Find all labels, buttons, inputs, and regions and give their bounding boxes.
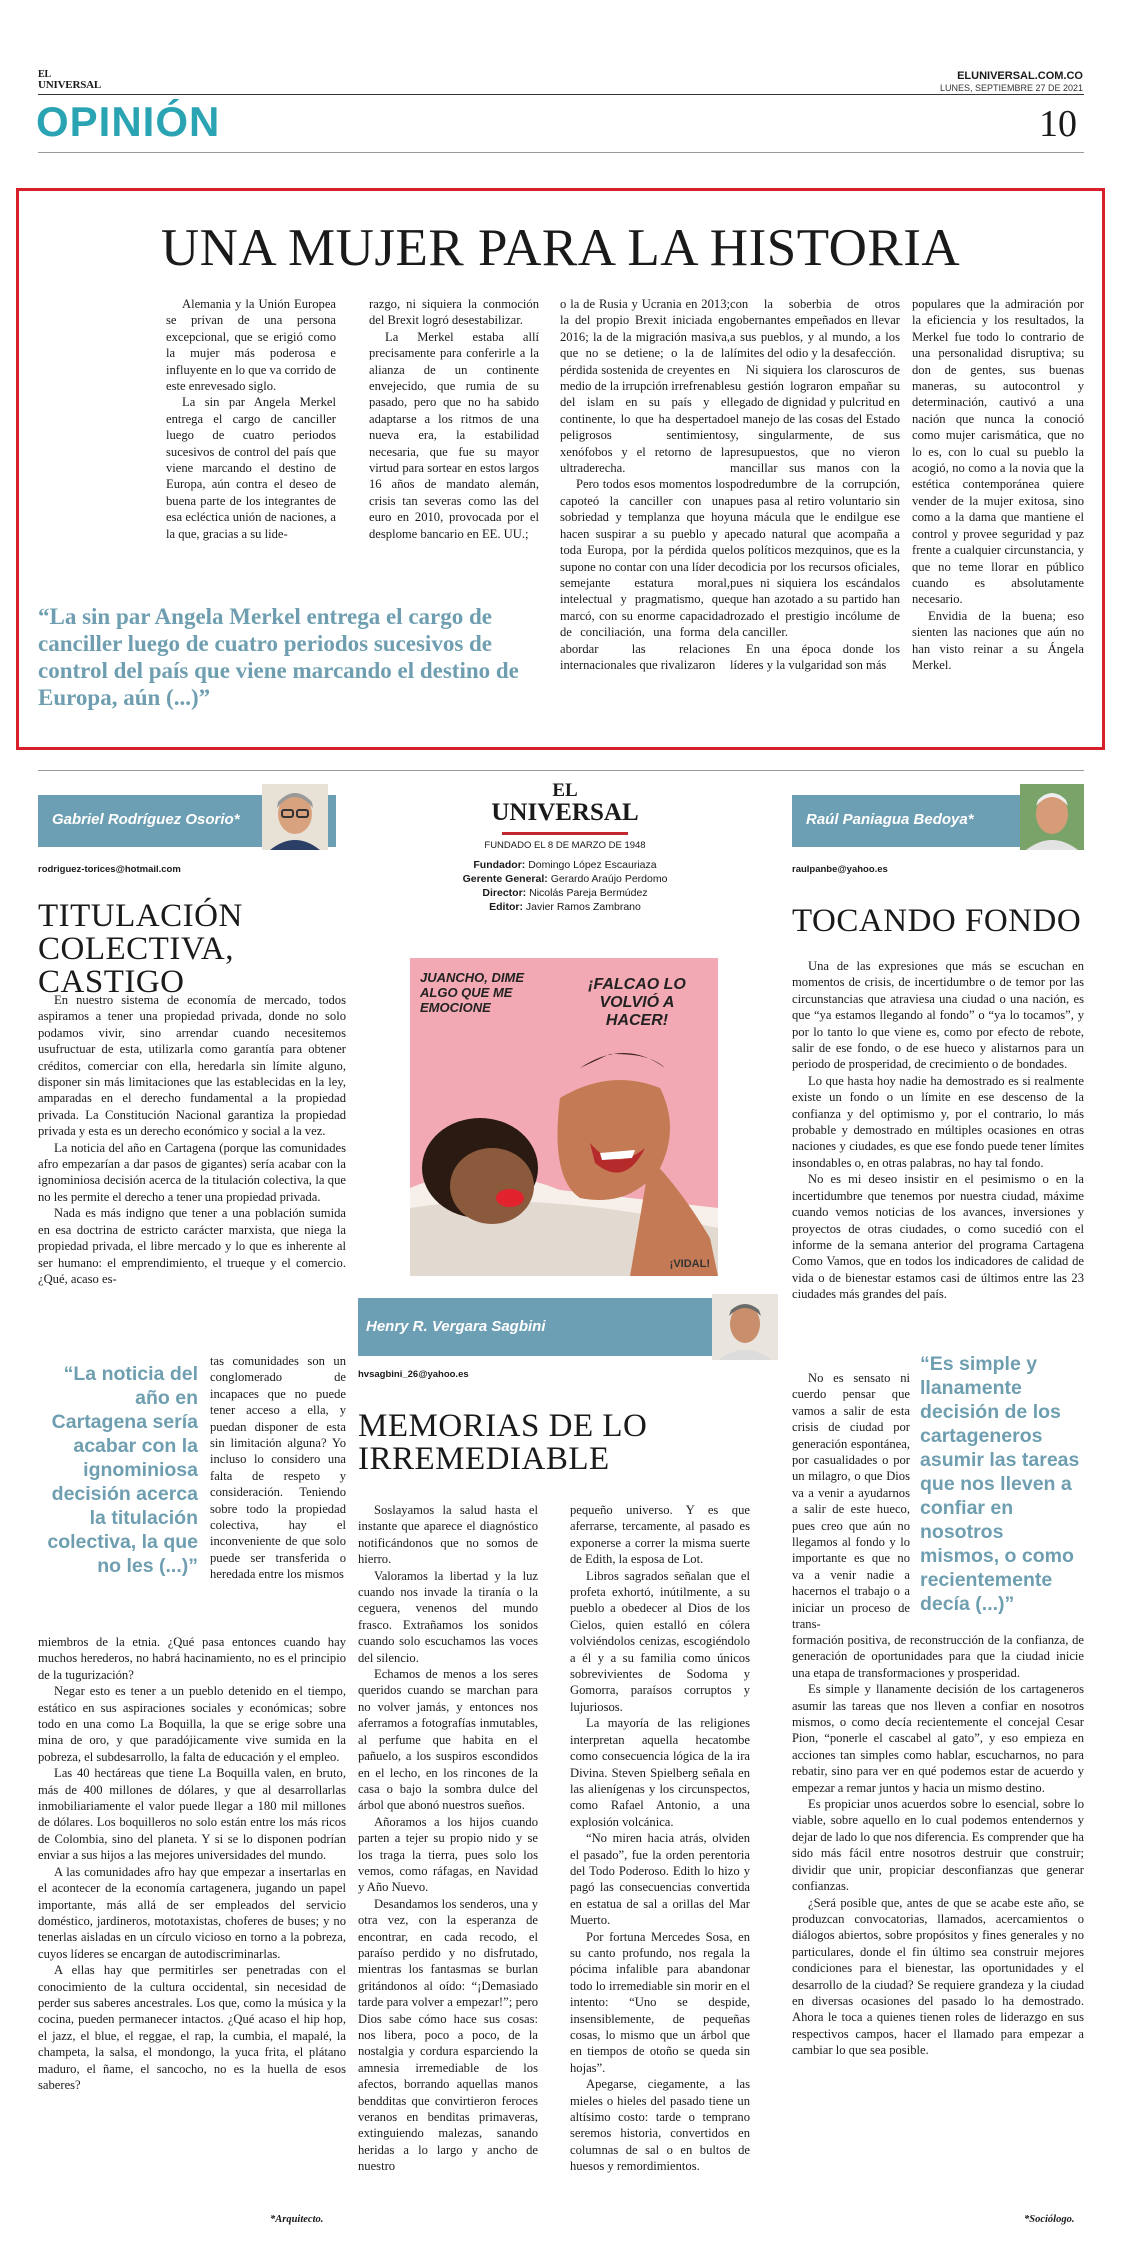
editorial-paragraph: En una época donde los líderes y la vulgaridad son más — [730, 641, 900, 672]
editorial-headline: UNA MUJER PARA LA HISTORIA — [160, 219, 961, 277]
body-paragraph: Añoramos a los hijos cuando parten a tejer su propio nido y se los traga la tierra, pues solo los vemos, como ráfagas, en Navidad y Año Nuevo. — [358, 1814, 538, 1895]
issue-date: LUNES, SEPTIEMBRE 27 DE 2021 — [939, 83, 1083, 93]
author-email-right[interactable]: raulpanbe@yahoo.es — [792, 864, 888, 875]
headline-left — [38, 900, 348, 999]
body-paragraph: Por fortuna Mercedes Sosa, en su canto profundo, nos regala la pócima infalible para abandonar todo lo irremediable sin morir en el intento: “Uno se despide, insensiblemente, de pequeñas cosas, lo mismo que un árbol que en tiempos de otoño se queda sin hojas”. — [570, 1929, 750, 2075]
author-photo-middle — [712, 1294, 778, 1360]
headline-line: COLECTIVA, CASTIGO — [38, 931, 234, 1000]
staff-role: Director: — [482, 887, 527, 899]
section-title: OPINIÓN — [36, 98, 221, 145]
body-paragraph: Libros sagrados señalan que el profeta exhortó, inútilmente, a su pueblo a obedecer al Dios de los Cielos, quien estalló en cólera volviéndolos cenizas, escogiéndolo a él y a su familia como únicos sobrevivientes de Sodoma y Gomorra, paraísos corruptos y lujuriosos. — [570, 1568, 750, 1714]
body-paragraph: Lo que hasta hoy nadie ha demostrado es si realmente existe un fondo o un límite en ese descenso de la confianza y del optimismo y, por el contrario, lo más probable y demostrado en múltiples ocasiones en otras naciones y ciudades, es que ese fondo puede tener límites insondables o, en otras palabras, no hay tal fondo. — [792, 1073, 1084, 1170]
staff-name: Gerardo Araújo Perdomo — [550, 873, 668, 885]
author-name: Henry R. Vergara Sagbini — [366, 1318, 546, 1335]
pullquote-left: “La noticia del año en Cartagena sería acabar con la ignominiosa decisión acerca la titulación colectiva, la que no les (...)” — [47, 1363, 198, 1577]
logo-line-1: EL — [38, 69, 51, 80]
editorial-paragraph: o la de Rusia y Ucrania en 2013; la del propio Brexit iniciada en 2016; la de la migración masiva, que no se detiene; o la de la pérdida sostenida de creyentes en medio de la irrupción irrefrenable del islam en su país y el continente, lo que ha despertado peligrosos sentimientos xenófobos y el retorno de la ultraderecha. — [560, 297, 730, 476]
left-side-text: tas comunidades son un conglomerado de incapaces que no puede tener acceso a ella, y puedan disponer de esta sin limitación alguna? Yo incluso lo considero una falta de respeto y consideración. Teniendo sobre todo la propiedad colectiva, hay el inconveniente de que solo puede ser transferida o heredada entre los mismos — [210, 1354, 346, 1582]
body-paragraph: No es sensato ni cuerdo pensar que vamos a salir de esta crisis de ciudad por generación espontánea, por casualidades o por un milagro, o que Dios va a venir a ayudarnos a salir de este hueco, pues creo que aún no llegamos al fondo y lo importante es que no va a venir nadie a hacernos el trabajo o a iniciar un proceso de trans- — [792, 1371, 910, 1632]
body-paragraph: En nuestro sistema de economía de mercado, todos aspiramos a tener una propiedad privada, donde no solo podamos vivir, sino arrendar cuando necesitemos usufructuar de esta, utilizarla como garantía para obtener créditos, comerciar con ella, heredarla sin límite alguno, disponer sin más limitaciones que las establecidas en la ley, amparadas en el derecho fundamental a la propiedad privada. La Constitución Nacional garantiza la propiedad privada y esta es un derecho económico y social a la vez. — [38, 993, 346, 1139]
headline-right: TOCANDO FONDO — [792, 903, 1082, 939]
logo-line-1: EL — [552, 780, 578, 801]
cartoon — [410, 958, 718, 1276]
body-paragraph: Soslayamos la salud hasta el instante que aparece el diagnóstico notificándonos que no somos de hierro. — [358, 1503, 538, 1567]
body-paragraph: Valoramos la libertad y la luz cuando nos invade la tiranía o la ceguera, venenos del mundo frasco. Extrañamos los sonidos cuando solo escuchamos las voces del silencio. — [358, 1568, 538, 1665]
staff-name: Domingo López Escauriaza — [528, 859, 657, 871]
staff-role: Fundador: — [473, 859, 526, 871]
editorial-col-4 — [730, 296, 900, 673]
staff-role: Editor: — [489, 901, 523, 913]
founded-line: FUNDADO EL 8 DE MARZO DE 1948 — [484, 840, 646, 851]
middle-col-a — [358, 1502, 538, 2175]
logo-line-2: UNIVERSAL — [38, 79, 101, 91]
cartoon-bubble-right: ¡FALCAO LO VOLVIÓ A HACER! — [588, 976, 686, 1029]
logo-line-2: UNIVERSAL — [491, 799, 639, 826]
editorial-paragraph: Ni siquiera los claroscuros de su gestión lograron empañar su legado de dignidad y pulcritud en el manejo de las cosas del Estado y, singularmente, de sus presupuestos, que no vieron mancillar sus manos con la podredumbre de la corrupción, pues pasa al retiro voluntario sin una mácula que le endilgue ese pecado natural que acompaña a los políticos mezquinos, que es la codicia por los recursos oficiales, pues ni siquiera los escándalos que han azotado a su partido han rozado el prestigio incólume de la canciller. — [730, 362, 900, 640]
headline-line: TITULACIÓN — [38, 898, 243, 934]
body-paragraph: Nada es más indigno que tener a una población sumida en esa doctrina de estricto carácter marxista, que niega la propiedad privada, el libre mercado y lo que es inherente al ser humano: el emprendimiento, el trueque y el comercio. ¿Qué, acaso es- — [38, 1206, 346, 1286]
body-paragraph: A ellas hay que permitirles ser penetradas con el conocimiento de la cultura occidental, sin necesidad de perder sus saberes ancestrales. Los que, como la música y la cocina, pueden permanecer intactos. ¿Qué acaso el hip hop, el jazz, el blue, el reggae, el rap, la cumbia, el mapalé, la champeta, la salsa, el mondongo, la yuca frita, el plátano maduro, el ñame, el sancocho, no es la huella de esos saberes? — [38, 1963, 346, 2092]
author-photo-right — [1020, 784, 1084, 850]
center-logo — [490, 782, 640, 825]
editorial-paragraph: razgo, ni siquiera la conmoción del Brexit logró desestabilizar. — [369, 297, 539, 328]
masthead-logo — [38, 70, 101, 90]
editorial-paragraph: La sin par Angela Merkel entrega el cargo de canciller luego de cuatro periodos sucesivos de control del país que viene marcando el destino de Europa, aún contra el deseo de buena parte de los integrantes de esa ecléctica unión de naciones, a la que, gracias a su lide- — [166, 395, 336, 541]
cartoon-bubble-left: JUANCHO, DIME ALGO QUE ME EMOCIONE — [420, 970, 525, 1015]
staff-role: Gerente General: — [462, 873, 548, 885]
right-intro — [792, 958, 1084, 1303]
staff-line — [420, 886, 710, 900]
section-rule — [38, 152, 1084, 153]
author-bar-middle — [358, 1298, 728, 1356]
author-email-left[interactable]: rodriguez-torices@hotmail.com — [38, 864, 181, 875]
website[interactable]: ELUNIVERSAL.COM.CO — [957, 70, 1083, 82]
editorial-paragraph: La Merkel estaba allí precisamente para conferirle a la alianza de un continente envejecido, que rumia de su pasado, pero que no ha sabido adaptarse a los ritmos de una nueva era, la estabilidad necesaria, que fue su mayor virtud para sortear en estos largos 16 años de mandato alemán, crisis tan severas como las del euro en 2010, provocada por el desplome bancario en EE. UU.; — [369, 329, 539, 541]
body-paragraph: Es propiciar unos acuerdos sobre lo esencial, sobre lo viable, sobre aquello en lo cual podemos entendernos y dejar de lado lo que nos diferencia. Es comprender que ha sido más fácil entre nosotros destruir que construir; dividir que unir, propiciar desconfianzas que generar confianzas. — [792, 1797, 1084, 1894]
body-paragraph: formación positiva, de reconstrucción de la confianza, de generación de oportunidades para que la ciudad inicie una etapa de transformaciones y prosperidad. — [792, 1633, 1084, 1680]
footnote-right: *Sociólogo. — [1024, 2214, 1075, 2225]
body-paragraph: Desandamos los senderos, una y otra vez, con la esperanza de encontrar, en cada recodo, el paraíso perdido y no disfrutado, mientras los fantasmas se burlan gritándonos al oído: “¡Demasiado tarde para volver a empezar!”; pero Dios sabe cómo hace sus cosas: nos libera, poco a poco, de la nostalgia y cordura esparciendo la amnesia irremediable de los afectos, borrando aquellas manos bendditas que convirtieron feroces veranos en benditas primaveras, extinguiendo malezas, sanando heridas a lo largo y ancho de nuestro — [358, 1896, 538, 2174]
right-rest — [792, 1632, 1084, 2059]
body-paragraph: A las comunidades afro hay que empezar a insertarlas en el acontecer de la economía cartagenera, jugando un papel importante, más allá de ser empleados del servicio doméstico, jardineros, mototaxistas, choferes de buses; y no tenerlas aisladas en un círculo vicioso en torno a la pobreza, cuyos líderes se encargan de autodiscriminarlas. — [38, 1864, 346, 1961]
staff-line — [420, 872, 710, 886]
author-photo-left — [262, 784, 328, 850]
editorial-pullquote: “La sin par Angela Merkel entrega el cargo de canciller luego de cuatro periodos sucesivos de control del país que viene marcando el destino de Europa, aún (...)” — [38, 604, 519, 710]
author-email-middle[interactable]: hvsagbini_26@yahoo.es — [358, 1369, 469, 1380]
editorial-col-1 — [166, 296, 336, 542]
editorial-paragraph: Alemania y la Unión Europea se privan de una persona excepcional, que se erigió como la mujer más poderosa e influyente en lo que va corrido de este enrevesado siglo. — [166, 297, 336, 394]
staff-list — [420, 858, 710, 914]
cartoon-signature: ¡VIDAL! — [669, 1258, 710, 1270]
staff-line — [420, 900, 710, 914]
editorial-paragraph: con la soberbia de otros gobernantes empeñados en llevar a sus pueblos, y al mundo, a los límites del odio y la desafección. — [730, 297, 900, 361]
body-paragraph: La noticia del año en Cartagena (porque las comunidades afro empezarían a dar pasos de gigantes) sería acabar con la ignominiosa decisión acerca de la titulación colectiva, la que no les permite el derecho a tener una propiedad privada. — [38, 1140, 346, 1204]
body-paragraph: Apegarse, ciegamente, a las mieles o hieles del pasado tiene un altísimo costo: tarde o temprano seremos historia, convertidos en columnas de sal o en bultos de huesos y remordimientos. — [570, 2077, 750, 2174]
body-paragraph: pequeño universo. Y es que aferrarse, tercamente, al pasado es exponerse a correr la misma suerte de Edith, la esposa de Lot. — [570, 1503, 750, 1567]
headline-line: MEMORIAS DE LO — [358, 1408, 648, 1444]
staff-line — [420, 858, 710, 872]
headline-line: IRREMEDIABLE — [358, 1441, 610, 1477]
page-number: 10 — [1039, 103, 1077, 145]
editorial-paragraph: Pero todos esos momentos los capoteó la canciller con una sobriedad y templanza que hoy hacen suspirar a su pueblo y a toda Europa, por la pérdida que supone no contar con una líder de semejante estatura moral, intelectual y pragmatismo, que marcó, con su enorme capacidad de conciliación, una forma de abordar las relaciones internacionales que rivalizaron — [560, 477, 730, 672]
body-paragraph: Las 40 hectáreas que tiene La Boquilla valen, en bruto, más de 400 millones de dólares, y que al desarrollarlas inmobiliariamente el valor puede llegar a 180 mil millones de dólares. Los boquilleros no solo están entre los más ricos de Colombia, sino del planeta. Y si se lo disponen podrían enviar a sus hijos a las mejores universidades del mundo. — [38, 1766, 346, 1863]
footnote-left: *Arquitecto. — [270, 2214, 324, 2225]
body-paragraph: “No miren hacia atrás, olviden el pasado”, fue la orden perentoria del Todo Poderoso. Edith lo hizo y pagó las consecuencias convertida en estatua de sal a orillas del Mar Muerto. — [570, 1831, 750, 1928]
staff-name: Nicolás Pareja Bermúdez — [529, 887, 648, 899]
body-paragraph: ¿Será posible que, antes de que se acabe este año, se produzcan convocatorias, llamados, acercamientos o diálogos abiertos, sobre propósitos y fines generales y no particulares, donde el fin último sea construir mejores condiciones para el bienestar, las oportunidades y el desarrollo de la ciudad? Se requiere grandeza y la ciudad en diversas ocasiones del pasado lo ha demostrado. Ahora le toca a quienes tienen roles de liderazgo en sus respectivos campos, hacer el llamado para empezar a cambiar lo que sea posible. — [792, 1895, 1084, 2058]
body-paragraph: Negar esto es tener a un pueblo detenido en el tiempo, estático en sus aspiraciones sociales y económicas; sobre todo en una como La Boquilla, la que se erige sobre una mina de oro, y que paradójicamente vive sumida en la pobreza, el subdesarrollo, la falta de educación y el empleo. — [38, 1684, 346, 1764]
editorial-paragraph: populares que la admiración por la eficiencia y los resultados, la Merkel fue todo lo contrario de una personalidad disruptiva; su don de gentes, sus buenas maneras, su autocontrol y determinación, cautivó a una nación que nunca la conoció como mujer carismática, que no lo es, con lo cual su pueblo la acogió, no como a la novia que la estética contemporánea quiere vender de la mujer exitosa, sino como a la dama que mantiene el control y provee seguridad y paz frente a cualquier circunstancia, y que no teme llorar en público cuando es absolutamente necesario. — [912, 297, 1084, 607]
middle-col-b — [570, 1502, 750, 2175]
author-name: Raúl Paniagua Bedoya* — [806, 811, 974, 828]
body-paragraph: La mayoría de las religiones interpretan aquella hecatombe como consecuencia lógica de la ira Divina. Steven Spielberg señala en las alienígenas y los circunspectos, como Rafael Antonio, a una explosión volcánica. — [570, 1716, 750, 1829]
right-side-text — [792, 1370, 910, 1633]
author-name: Gabriel Rodríguez Osorio* — [52, 811, 240, 828]
editorial-col-3 — [560, 296, 730, 673]
pullquote-right: “Es simple y llanamente decisión de los cartageneros asumir las tareas que nos lleven a confiar en nosotros mismos, o como recientemente decía (...)” — [920, 1353, 1080, 1615]
body-paragraph: Una de las expresiones que más se escuchan en momentos de crisis, de incertidumbre o de temor por las circunstancias que atraviesa una ciudad o una nación, es que “ya estamos llegando al fondo” o “ya lo tocamos”, y por lo tanto lo que viene es, como por efecto de rebote, salir de ese fondo, o de ese hueco y alistarnos para un periodo de prosperidad, de crecimiento o de bondades. — [792, 959, 1084, 1072]
body-paragraph: No es mi deseo insistir en el pesimismo o en la incertidumbre que tenemos por nuestra ciudad, máxime cuando vemos noticias de los avances, inversiones y proyectos de otras ciudades, o como sucedió con el informe de la semana anterior del programa Cartagena Como Vamos, que en todos los indicadores de calidad de vida o de bienestar estamos casi de últimos entre las 23 ciudades más grandes del país. — [792, 1172, 1084, 1302]
staff-name: Javier Ramos Zambrano — [525, 901, 641, 913]
divider — [38, 770, 1084, 771]
body-paragraph: miembros de la etnia. ¿Qué pasa entonces cuando hay muchos herederos, no habrá hacinamiento, no es el principio de la tugurización? — [38, 1635, 346, 1682]
editorial-col-5 — [912, 296, 1084, 673]
logo-underline — [502, 832, 628, 835]
left-rest — [38, 1634, 346, 2093]
body-paragraph: Echamos de menos a los seres queridos cuando se marchan para no volver jamás, y entonces nos aferramos a fotografías inmutables, al perfume que habita en el pañuelo, a los suspiros escondidos en el lecho, en los rincones de la casa o bajo la sombra dulce del árbol que abonó nuestros sueños. — [358, 1667, 538, 1813]
body-paragraph: Es simple y llanamente decisión de los cartageneros asumir las tareas que nos lleven a confiar en nosotros mismos, o como decía recientemente el concejal Cesar Pion, “ponerle el cascabel al gato”, y eso empieza en acciones tan simples como hablar, escucharnos, no para rebatir, sino para ver en qué podemos estar de acuerdo y empezar a remar juntos y hacia un mismo destino. — [792, 1682, 1084, 1795]
headline-middle — [358, 1410, 688, 1476]
editorial-col-2 — [369, 296, 539, 542]
left-intro — [38, 992, 346, 1287]
masthead-rule — [38, 94, 1084, 95]
editorial-paragraph: Envidia de la buena; eso sienten las naciones que aún no han visto reinar a su Ángela Merkel. — [912, 608, 1084, 672]
